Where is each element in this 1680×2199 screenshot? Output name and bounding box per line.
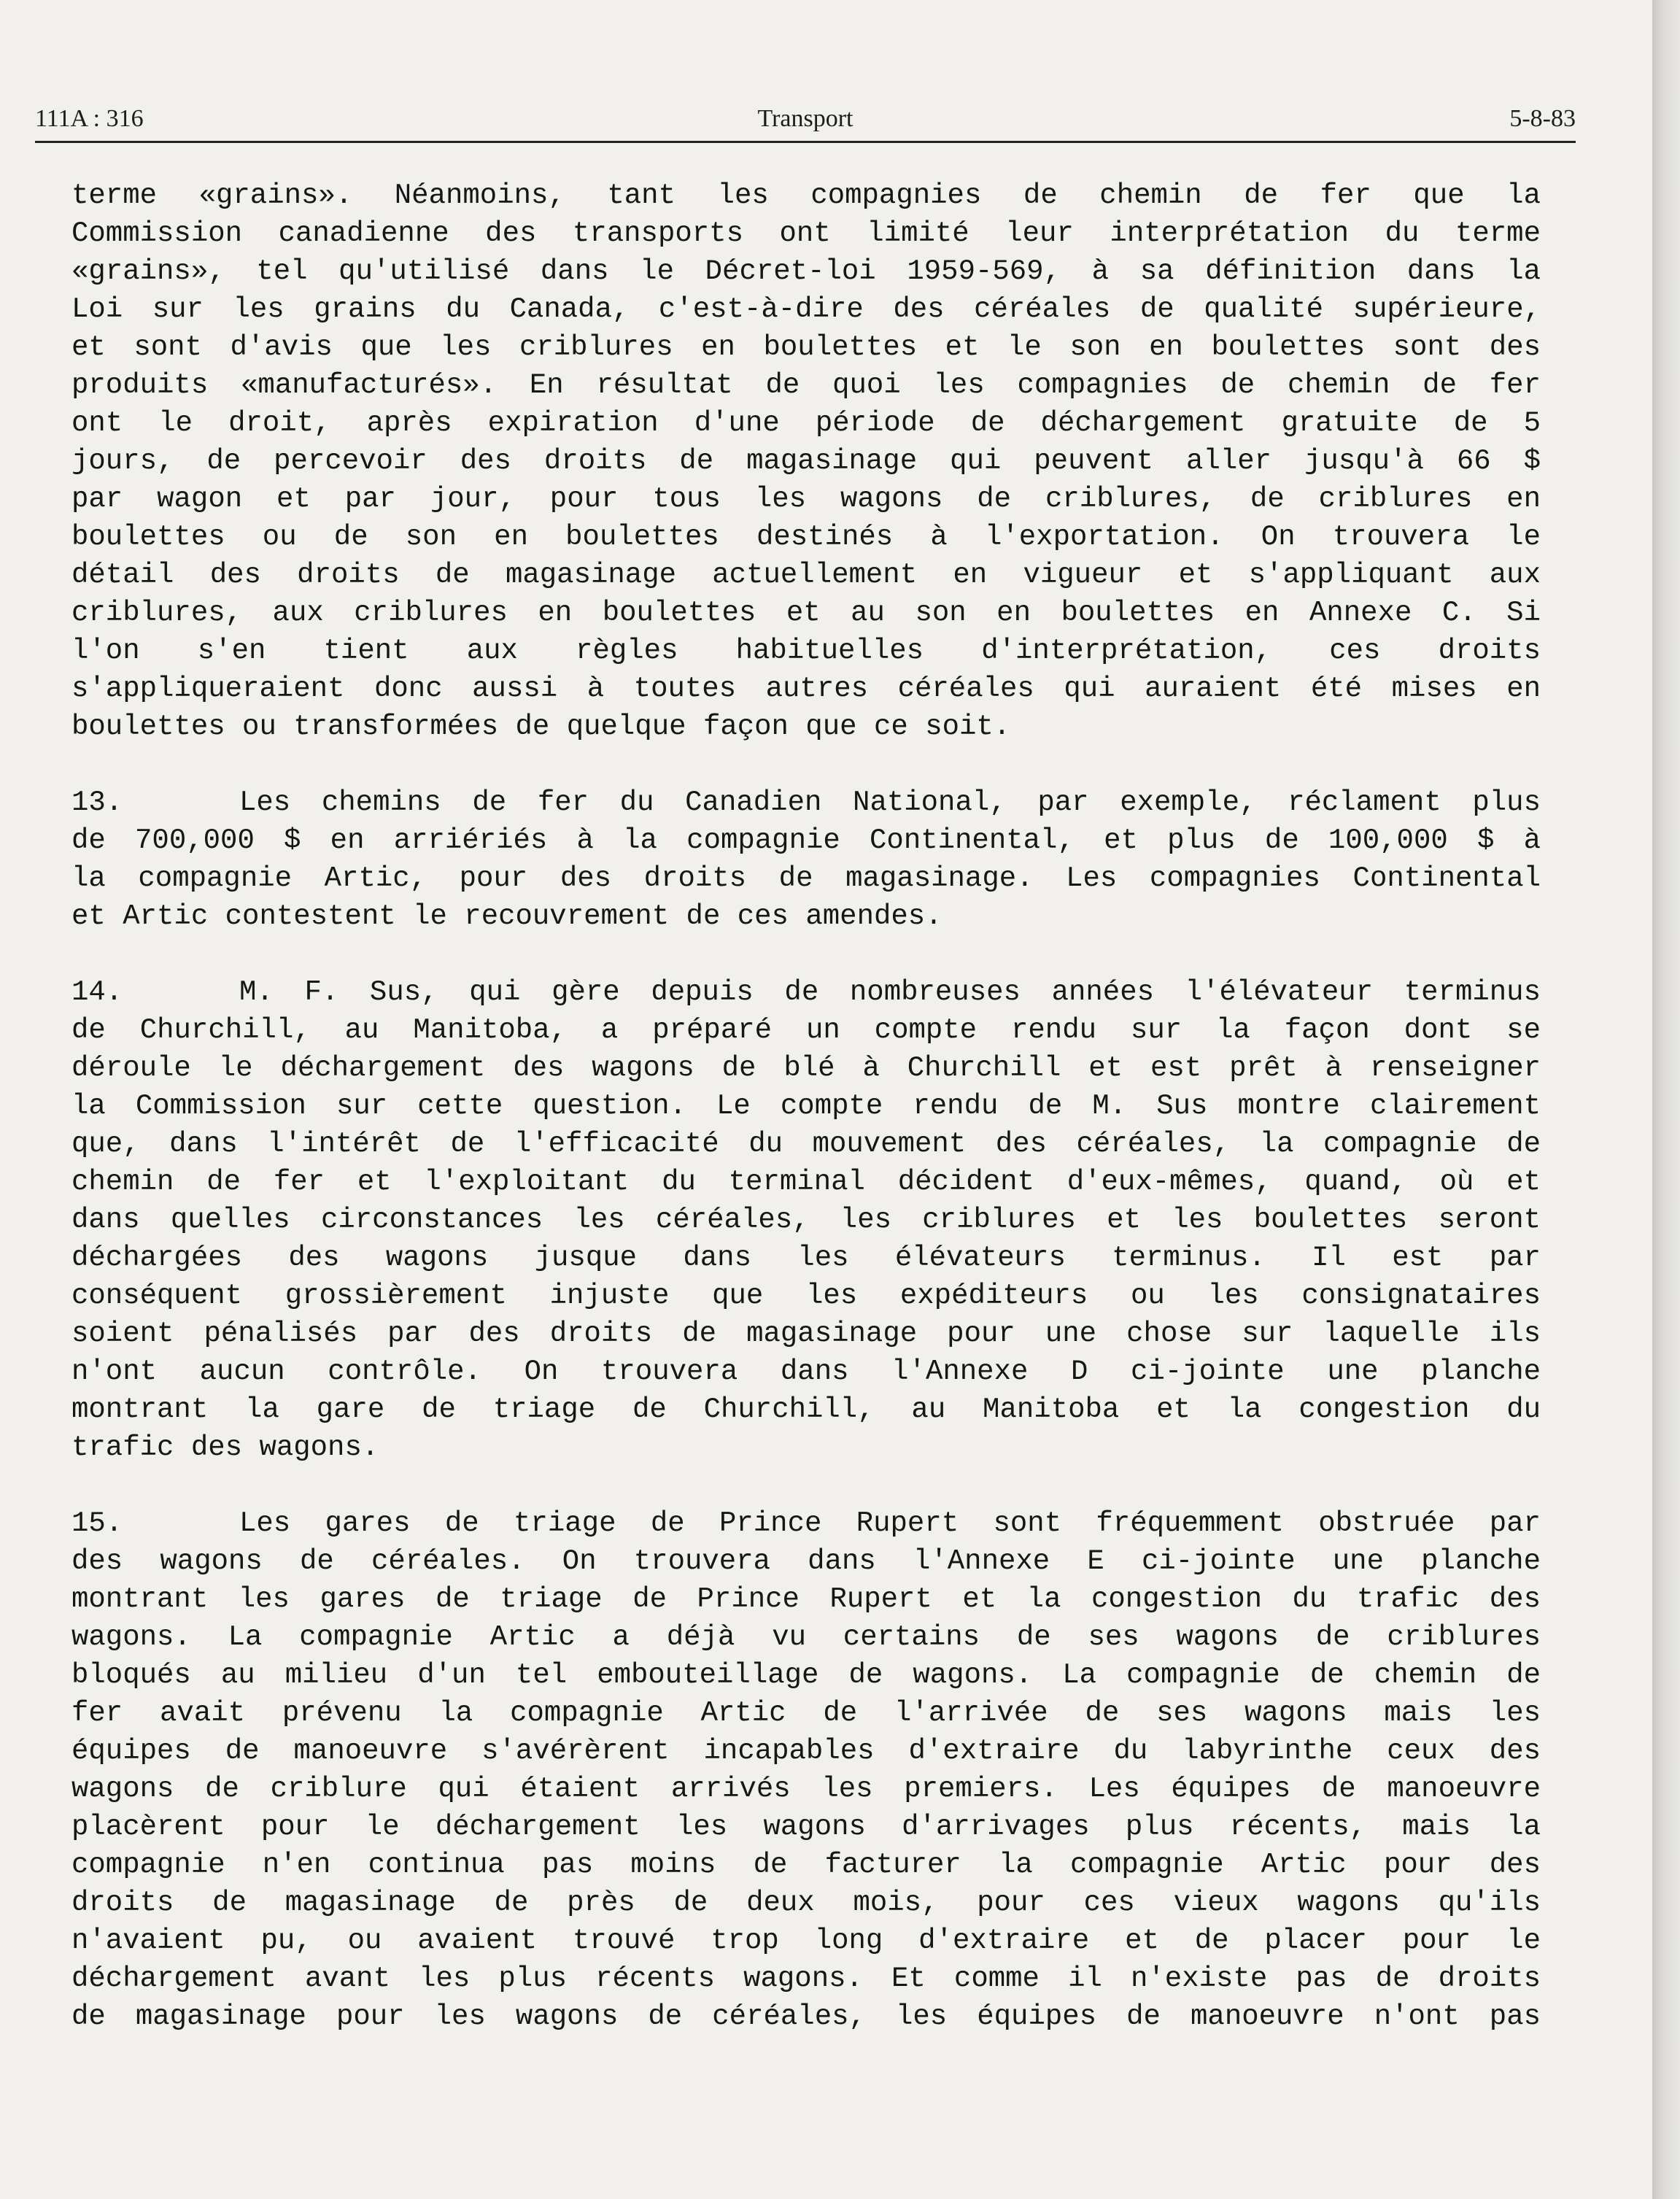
text-line: droits de magasinage de près de deux mois, pour ces vieux wagons qu'ils	[71, 1887, 1541, 1919]
text-line: M. F. Sus, qui gère depuis de nombreuses années l'élévateur terminus	[239, 976, 1541, 1008]
paragraph-13	[71, 784, 1541, 935]
text-line: Les gares de triage de Prince Rupert sont fréquemment obstruée par	[239, 1507, 1541, 1539]
text-line: de Churchill, au Manitoba, a préparé un compte rendu sur la façon dont se	[71, 1014, 1541, 1046]
text-line: fer avait prévenu la compagnie Artic de l'arrivée de ses wagons mais les	[71, 1697, 1541, 1729]
paragraph-number: 14.	[71, 976, 123, 1008]
text-line: que, dans l'intérêt de l'efficacité du mouvement des céréales, la compagnie de	[71, 1128, 1541, 1160]
text-line: et Artic contestent le recouvrement de ces amendes.	[71, 900, 942, 932]
text-line-first	[71, 1504, 1541, 1542]
text-line: n'ont aucun contrôle. On trouvera dans l'Annexe D ci-jointe une planche	[71, 1356, 1541, 1388]
paragraph-15	[71, 1504, 1541, 2036]
paragraph-number: 13.	[71, 787, 123, 819]
header-rule	[35, 141, 1576, 143]
text-line: s'appliqueraient donc aussi à toutes autres céréales qui auraient été mises en	[71, 673, 1541, 705]
text-line: trafic des wagons.	[71, 1431, 379, 1464]
text-line: montrant la gare de triage de Churchill, au Manitoba et la congestion du	[71, 1394, 1541, 1426]
document-date: 5-8-83	[1509, 105, 1576, 132]
page-number: 111A : 316	[35, 105, 144, 132]
text-line: l'on s'en tient aux règles habituelles d'interprétation, ces droits	[71, 635, 1541, 667]
page-header	[35, 102, 1576, 143]
text-line: déroule le déchargement des wagons de blé à Churchill et est prêt à renseigner	[71, 1052, 1541, 1084]
text-line: criblures, aux criblures en boulettes et au son en boulettes en Annexe C. Si	[71, 597, 1541, 629]
text-line: dans quelles circonstances les céréales, les criblures et les boulettes seront	[71, 1204, 1541, 1236]
text-line: la compagnie Artic, pour des droits de magasinage. Les compagnies Continental	[71, 862, 1541, 894]
text-line: Commission canadienne des transports ont limité leur interprétation du terme	[71, 217, 1541, 250]
text-line: terme «grains». Néanmoins, tant les compagnies de chemin de fer que la	[71, 179, 1541, 212]
text-line: boulettes ou transformées de quelque façon que ce soit.	[71, 711, 1011, 743]
paragraph-continuation	[71, 177, 1541, 746]
text-line: montrant les gares de triage de Prince Rupert et la congestion du trafic des	[71, 1583, 1541, 1615]
text-line: et sont d'avis que les criblures en boulettes et le son en boulettes sont des	[71, 331, 1541, 363]
text-line: wagons. La compagnie Artic a déjà vu certains de ses wagons de criblures	[71, 1621, 1541, 1653]
paragraph-14	[71, 973, 1541, 1466]
text-line: «grains», tel qu'utilisé dans le Décret-loi 1959-569, à sa définition dans la	[71, 255, 1541, 287]
text-line: conséquent grossièrement injuste que les expéditeurs ou les consignataires	[71, 1280, 1541, 1312]
text-line: ont le droit, après expiration d'une période de déchargement gratuite de 5	[71, 407, 1541, 439]
text-line: Les chemins de fer du Canadien National, par exemple, réclament plus	[239, 787, 1541, 819]
text-line: par wagon et par jour, pour tous les wagons de criblures, de criblures en	[71, 483, 1541, 515]
text-line: de 700,000 $ en arriériés à la compagnie Continental, et plus de 100,000 $ à	[71, 824, 1541, 857]
page-edge-shadow	[1652, 0, 1680, 2199]
text-line: la Commission sur cette question. Le compte rendu de M. Sus montre clairement	[71, 1090, 1541, 1122]
text-line: compagnie n'en continua pas moins de facturer la compagnie Artic pour des	[71, 1849, 1541, 1881]
text-line: wagons de criblure qui étaient arrivés les premiers. Les équipes de manoeuvre	[71, 1773, 1541, 1805]
text-line: des wagons de céréales. On trouvera dans l'Annexe E ci-jointe une planche	[71, 1545, 1541, 1577]
text-line: Loi sur les grains du Canada, c'est-à-dire des céréales de qualité supérieure,	[71, 293, 1541, 325]
text-line: placèrent pour le déchargement les wagons d'arrivages plus récents, mais la	[71, 1811, 1541, 1843]
text-line: détail des droits de magasinage actuellement en vigueur et s'appliquant aux	[71, 559, 1541, 591]
text-line: déchargement avant les plus récents wagons. Et comme il n'existe pas de droits	[71, 1963, 1541, 1995]
text-line-first	[71, 784, 1541, 822]
section-title: Transport	[757, 105, 853, 132]
text-line: bloqués au milieu d'un tel embouteillage de wagons. La compagnie de chemin de	[71, 1659, 1541, 1691]
text-line: boulettes ou de son en boulettes destinés à l'exportation. On trouvera le	[71, 521, 1541, 553]
text-line: jours, de percevoir des droits de magasinage qui peuvent aller jusqu'à 66 $	[71, 445, 1541, 477]
body-text	[71, 177, 1541, 2074]
text-line: produits «manufacturés». En résultat de quoi les compagnies de chemin de fer	[71, 369, 1541, 401]
text-line: équipes de manoeuvre s'avérèrent incapables d'extraire du labyrinthe ceux des	[71, 1735, 1541, 1767]
text-line: soient pénalisés par des droits de magasinage pour une chose sur laquelle ils	[71, 1318, 1541, 1350]
paragraph-number: 15.	[71, 1507, 123, 1539]
text-line: de magasinage pour les wagons de céréales, les équipes de manoeuvre n'ont pas	[71, 2001, 1541, 2033]
text-line: déchargées des wagons jusque dans les élévateurs terminus. Il est par	[71, 1242, 1541, 1274]
text-line: n'avaient pu, ou avaient trouvé trop long d'extraire et de placer pour le	[71, 1925, 1541, 1957]
text-line-first	[71, 973, 1541, 1011]
text-line: chemin de fer et l'exploitant du terminal décident d'eux-mêmes, quand, où et	[71, 1166, 1541, 1198]
